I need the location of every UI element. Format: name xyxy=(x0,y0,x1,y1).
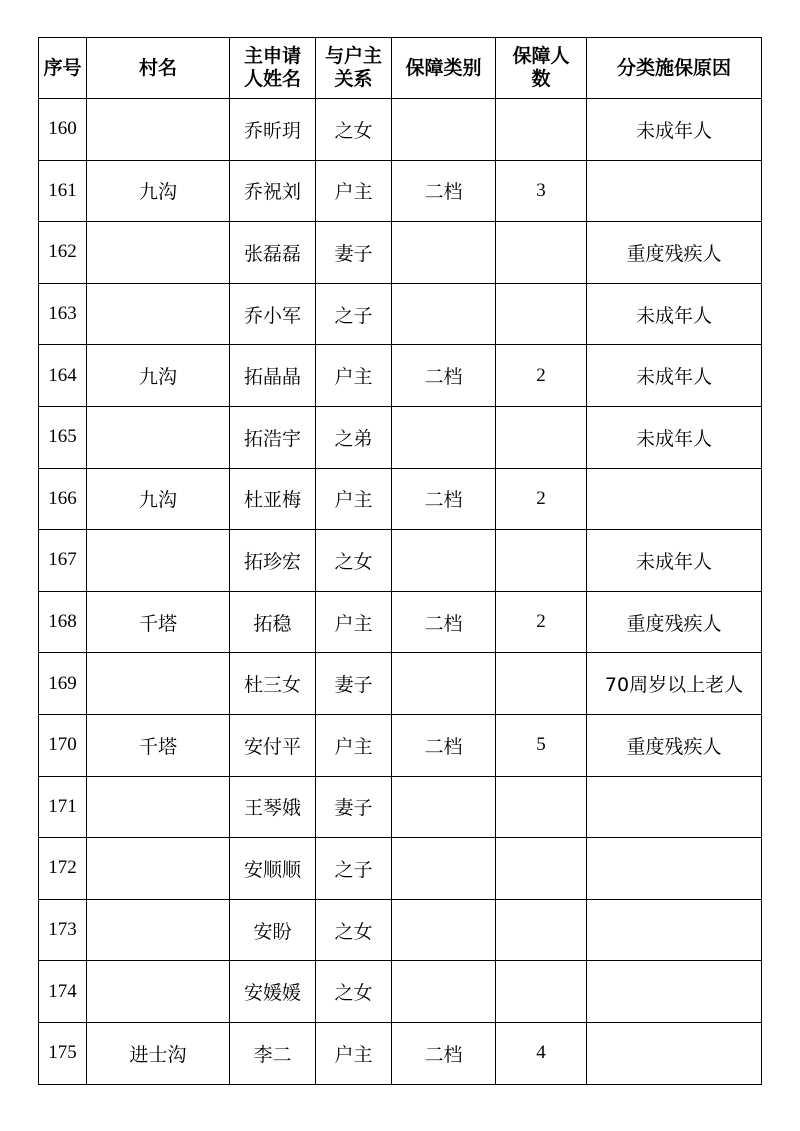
cell-village: 千塔 xyxy=(87,714,230,776)
cell-reason xyxy=(587,838,762,900)
cell-village xyxy=(87,99,230,161)
table-row xyxy=(39,222,762,284)
cell-reason xyxy=(587,1022,762,1084)
table-row xyxy=(39,961,762,1023)
table-row xyxy=(39,406,762,468)
cell-village xyxy=(87,653,230,715)
cell-reason xyxy=(587,961,762,1023)
cell-count: 5 xyxy=(496,714,587,776)
cell-category: 二档 xyxy=(392,714,496,776)
cell-count xyxy=(496,99,587,161)
cell-village xyxy=(87,899,230,961)
header-reason: 分类施保原因 xyxy=(587,38,762,99)
cell-relation: 之子 xyxy=(316,838,392,900)
cell-reason: 未成年人 xyxy=(587,99,762,161)
cell-applicant-name: 杜三女 xyxy=(230,653,316,715)
cell-relation: 妻子 xyxy=(316,653,392,715)
cell-applicant-name: 安盼 xyxy=(230,899,316,961)
cell-count: 2 xyxy=(496,591,587,653)
table-row xyxy=(39,283,762,345)
table-row xyxy=(39,653,762,715)
cell-reason xyxy=(587,776,762,838)
cell-seq: 172 xyxy=(39,838,87,900)
cell-seq: 173 xyxy=(39,899,87,961)
header-applicant-name: 主申请 人姓名 xyxy=(230,38,316,99)
table-row xyxy=(39,468,762,530)
cell-relation: 之弟 xyxy=(316,406,392,468)
table-row xyxy=(39,345,762,407)
cell-relation: 妻子 xyxy=(316,222,392,284)
cell-applicant-name: 乔昕玥 xyxy=(230,99,316,161)
cell-seq: 167 xyxy=(39,530,87,592)
cell-reason: 重度残疾人 xyxy=(587,714,762,776)
header-category: 保障类别 xyxy=(392,38,496,99)
cell-category xyxy=(392,899,496,961)
cell-count xyxy=(496,838,587,900)
cell-relation: 之女 xyxy=(316,899,392,961)
cell-count: 2 xyxy=(496,345,587,407)
cell-count: 3 xyxy=(496,160,587,222)
cell-village: 进士沟 xyxy=(87,1022,230,1084)
cell-category: 二档 xyxy=(392,591,496,653)
cell-seq: 165 xyxy=(39,406,87,468)
cell-category xyxy=(392,961,496,1023)
cell-reason: 未成年人 xyxy=(587,530,762,592)
cell-applicant-name: 拓稳 xyxy=(230,591,316,653)
cell-category xyxy=(392,838,496,900)
table-row xyxy=(39,838,762,900)
cell-reason: 重度残疾人 xyxy=(587,222,762,284)
cell-count xyxy=(496,222,587,284)
cell-village: 九沟 xyxy=(87,345,230,407)
cell-seq: 170 xyxy=(39,714,87,776)
cell-relation: 妻子 xyxy=(316,776,392,838)
cell-relation: 户主 xyxy=(316,1022,392,1084)
table-header xyxy=(39,38,762,99)
cell-applicant-name: 拓浩宇 xyxy=(230,406,316,468)
cell-village xyxy=(87,776,230,838)
cell-applicant-name: 乔小军 xyxy=(230,283,316,345)
cell-count: 4 xyxy=(496,1022,587,1084)
cell-category xyxy=(392,283,496,345)
header-seq: 序号 xyxy=(39,38,87,99)
cell-applicant-name: 杜亚梅 xyxy=(230,468,316,530)
header-relation: 与户主 关系 xyxy=(316,38,392,99)
cell-count: 2 xyxy=(496,468,587,530)
header-row xyxy=(39,38,762,99)
cell-category: 二档 xyxy=(392,468,496,530)
cell-seq: 175 xyxy=(39,1022,87,1084)
cell-village xyxy=(87,283,230,345)
cell-relation: 户主 xyxy=(316,160,392,222)
cell-seq: 171 xyxy=(39,776,87,838)
cell-relation: 之子 xyxy=(316,283,392,345)
cell-village: 九沟 xyxy=(87,468,230,530)
cell-relation: 之女 xyxy=(316,530,392,592)
table-row xyxy=(39,899,762,961)
cell-seq: 164 xyxy=(39,345,87,407)
cell-seq: 163 xyxy=(39,283,87,345)
cell-applicant-name: 张磊磊 xyxy=(230,222,316,284)
cell-reason: 重度残疾人 xyxy=(587,591,762,653)
cell-seq: 168 xyxy=(39,591,87,653)
cell-count xyxy=(496,653,587,715)
cell-seq: 174 xyxy=(39,961,87,1023)
cell-seq: 160 xyxy=(39,99,87,161)
table-row xyxy=(39,591,762,653)
cell-count xyxy=(496,899,587,961)
cell-category: 二档 xyxy=(392,1022,496,1084)
cell-count xyxy=(496,776,587,838)
table-body xyxy=(39,99,762,1085)
cell-relation: 之女 xyxy=(316,961,392,1023)
cell-category xyxy=(392,222,496,284)
table-row xyxy=(39,99,762,161)
cell-reason xyxy=(587,160,762,222)
cell-reason: 未成年人 xyxy=(587,406,762,468)
cell-seq: 162 xyxy=(39,222,87,284)
cell-seq: 161 xyxy=(39,160,87,222)
cell-applicant-name: 乔祝刘 xyxy=(230,160,316,222)
cell-count xyxy=(496,961,587,1023)
cell-relation: 户主 xyxy=(316,468,392,530)
header-count: 保障人 数 xyxy=(496,38,587,99)
cell-village xyxy=(87,222,230,284)
cell-village xyxy=(87,961,230,1023)
cell-applicant-name: 安付平 xyxy=(230,714,316,776)
cell-reason xyxy=(587,899,762,961)
cell-applicant-name: 拓晶晶 xyxy=(230,345,316,407)
cell-applicant-name: 拓珍宏 xyxy=(230,530,316,592)
table-row xyxy=(39,530,762,592)
cell-category xyxy=(392,776,496,838)
cell-relation: 户主 xyxy=(316,714,392,776)
cell-relation: 之女 xyxy=(316,99,392,161)
cell-category xyxy=(392,653,496,715)
cell-applicant-name: 安媛媛 xyxy=(230,961,316,1023)
header-village: 村名 xyxy=(87,38,230,99)
cell-applicant-name: 王琴娥 xyxy=(230,776,316,838)
cell-count xyxy=(496,283,587,345)
cell-seq: 166 xyxy=(39,468,87,530)
cell-relation: 户主 xyxy=(316,345,392,407)
cell-village: 千塔 xyxy=(87,591,230,653)
cell-village xyxy=(87,838,230,900)
cell-reason: 未成年人 xyxy=(587,345,762,407)
cell-applicant-name: 李二 xyxy=(230,1022,316,1084)
table-row xyxy=(39,1022,762,1084)
table-row xyxy=(39,776,762,838)
cell-reason: 未成年人 xyxy=(587,283,762,345)
cell-category: 二档 xyxy=(392,345,496,407)
cell-count xyxy=(496,530,587,592)
cell-applicant-name: 安顺顺 xyxy=(230,838,316,900)
cell-count xyxy=(496,406,587,468)
table-row xyxy=(39,714,762,776)
cell-category: 二档 xyxy=(392,160,496,222)
cell-seq: 169 xyxy=(39,653,87,715)
cell-category xyxy=(392,99,496,161)
cell-reason: 70周岁以上老人 xyxy=(587,653,762,715)
table-row xyxy=(39,160,762,222)
cell-village xyxy=(87,406,230,468)
cell-category xyxy=(392,406,496,468)
welfare-table xyxy=(38,37,762,1085)
cell-category xyxy=(392,530,496,592)
cell-reason xyxy=(587,468,762,530)
cell-village: 九沟 xyxy=(87,160,230,222)
cell-relation: 户主 xyxy=(316,591,392,653)
cell-village xyxy=(87,530,230,592)
